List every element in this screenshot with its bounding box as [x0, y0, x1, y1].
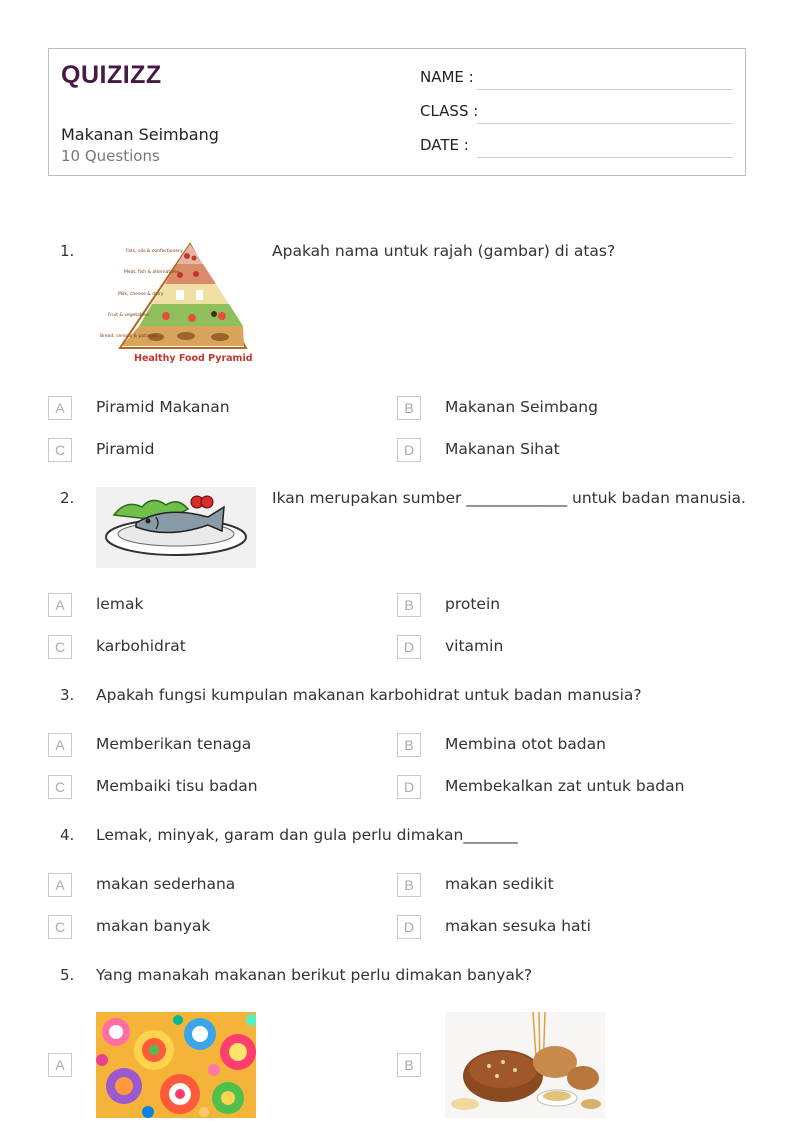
question-text: Lemak, minyak, garam dan gula perlu dimakan_______	[96, 826, 518, 844]
question-text: Apakah fungsi kumpulan makanan karbohidrat untuk badan manusia?	[96, 686, 642, 704]
question-text: Yang manakah makanan berikut perlu dimakan banyak?	[96, 966, 533, 984]
option-a-box[interactable]: A	[48, 733, 72, 757]
option-b-box[interactable]: B	[397, 733, 421, 757]
pyramid-tier-label: Milk, cheese & dairy	[118, 292, 164, 297]
option-c-text: Membaiki tisu badan	[96, 777, 258, 795]
date-label: DATE :	[420, 136, 469, 154]
option-d-box[interactable]: D	[397, 915, 421, 939]
option-b-box[interactable]: B	[397, 1053, 421, 1077]
class-field[interactable]	[477, 123, 733, 124]
candy-lollipops-image[interactable]	[96, 1012, 256, 1118]
option-c-box[interactable]: C	[48, 775, 72, 799]
option-b-box[interactable]: B	[397, 593, 421, 617]
option-c-text: Piramid	[96, 440, 155, 458]
option-b-text: Makanan Seimbang	[445, 398, 598, 416]
option-d-box[interactable]: D	[397, 438, 421, 462]
question-number: 3.	[60, 686, 75, 704]
option-b-text: protein	[445, 595, 501, 613]
option-a-box[interactable]: A	[48, 593, 72, 617]
class-label: CLASS :	[420, 102, 479, 120]
option-b-box[interactable]: B	[397, 873, 421, 897]
option-c-box[interactable]: C	[48, 915, 72, 939]
option-a-text: lemak	[96, 595, 144, 613]
option-d-text: Makanan Sihat	[445, 440, 560, 458]
option-c-box[interactable]: C	[48, 438, 72, 462]
option-a-text: makan sederhana	[96, 875, 236, 893]
option-b-box[interactable]: B	[397, 396, 421, 420]
quizizz-logo: QUIZIZZ	[61, 61, 162, 89]
option-c-box[interactable]: C	[48, 635, 72, 659]
question-text: Ikan merupakan sumber _____________ untuk badan manusia.	[272, 489, 746, 507]
question-number: 2.	[60, 489, 75, 507]
option-b-text: Membina otot badan	[445, 735, 606, 753]
name-field[interactable]	[477, 89, 733, 90]
pyramid-tier-label: Fats, oils & confectionery	[126, 249, 183, 254]
option-a-box[interactable]: A	[48, 396, 72, 420]
option-b-text: makan sedikit	[445, 875, 554, 893]
food-pyramid-image	[96, 240, 256, 368]
pyramid-tier-label: Fruit & vegetables	[108, 313, 150, 318]
pyramid-tier-label: Bread, cereals & potatoes	[100, 334, 159, 339]
question-number: 4.	[60, 826, 75, 844]
option-d-box[interactable]: D	[397, 635, 421, 659]
option-d-box[interactable]: D	[397, 775, 421, 799]
name-label: NAME :	[420, 68, 474, 86]
date-field[interactable]	[477, 157, 733, 158]
fish-on-plate-image	[96, 487, 256, 568]
option-a-box[interactable]: A	[48, 1053, 72, 1077]
option-d-text: vitamin	[445, 637, 504, 655]
pyramid-tier-label: Meat, fish & alternatives	[124, 270, 180, 275]
option-d-text: makan sesuka hati	[445, 917, 591, 935]
worksheet-header	[48, 48, 746, 176]
option-a-box[interactable]: A	[48, 873, 72, 897]
pyramid-caption: Healthy Food Pyramid	[134, 353, 253, 364]
question-text: Apakah nama untuk rajah (gambar) di atas?	[272, 242, 616, 260]
option-a-text: Piramid Makanan	[96, 398, 230, 416]
question-number: 1.	[60, 242, 75, 260]
worksheet-title: Makanan Seimbang	[61, 125, 219, 144]
option-d-text: Membekalkan zat untuk badan	[445, 777, 685, 795]
option-c-text: karbohidrat	[96, 637, 186, 655]
option-c-text: makan banyak	[96, 917, 211, 935]
option-a-text: Memberikan tenaga	[96, 735, 252, 753]
question-count: 10 Questions	[61, 147, 160, 165]
question-number: 5.	[60, 966, 75, 984]
bread-grains-image[interactable]	[445, 1012, 605, 1118]
